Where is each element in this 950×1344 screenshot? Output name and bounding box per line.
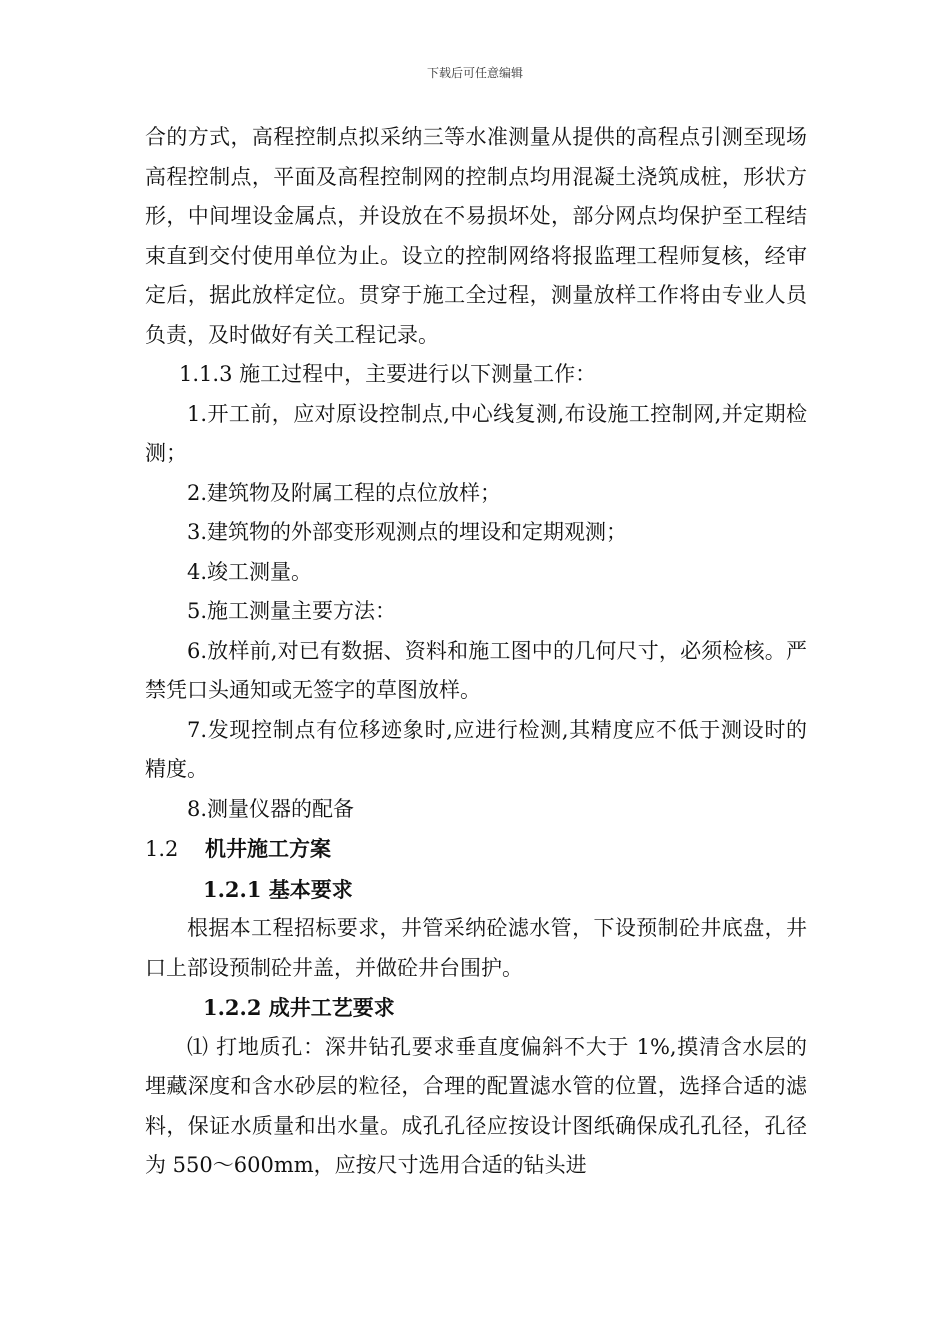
list-item-4: 4.竣工测量。 xyxy=(187,559,313,584)
paragraph-basic-requirements: 根据本工程招标要求，井管采纳砼滤水管，下设预制砼井底盘，井口上部设预制砼井盖，并做砼井台围护。 xyxy=(145,916,807,980)
document-body xyxy=(145,118,807,1186)
list-item-3: 3.建筑物的外部变形观测点的埋设和定期观测； xyxy=(187,520,628,544)
list-item-8: 8.测量仪器的配备 xyxy=(187,796,355,821)
section-heading-1-2 xyxy=(145,829,807,870)
subsection-heading-1-2-2: 1.2.2 成井工艺要求 xyxy=(203,995,395,1020)
section-number: 1.2 xyxy=(145,837,179,861)
section-title: 机井施工方案 xyxy=(205,836,331,861)
paragraph-1-1-3: 1.1.3 施工过程中，主要进行以下测量工作： xyxy=(179,362,597,386)
paragraph-control-network: 合的方式，高程控制点拟采纳三等水准测量从提供的高程点引测至现场高程控制点，平面及高程控制网的控制点均用混凝土浇筑成桩，形状方形，中间埋设金属点，并设放在不易损坏处，部分网点均保护至工程结束直到交付使用单位为止。设立的控制网络将报监理工程师复核，经审定后，据此放样定位。贯穿于施工全过程，测量放样工作将由专业人员负责，及时做好有关工程记录。 xyxy=(145,125,807,347)
paragraph-well-process: ⑴ 打地质孔：深井钻孔要求垂直度偏斜不大于 1%,摸清含水层的埋藏深度和含水砂层的粒径，合理的配置滤水管的位置，选择合适的滤料，保证水质量和出水量。成孔孔径应按设计图纸确保成孔孔径，孔径为 550～600mm，应按尺寸选用合适的钻头进 xyxy=(145,1034,807,1177)
subsection-heading-1-2-1: 1.2.1 基本要求 xyxy=(203,876,353,902)
page-header: 下载后可任意编辑 xyxy=(426,66,523,80)
list-item-5: 5.施工测量主要方法： xyxy=(187,599,397,623)
list-item-7: 7.发现控制点有位移迹象时,应进行检测,其精度应不低于测设时的精度。 xyxy=(145,717,807,781)
list-item-6: 6.放样前,对已有数据、资料和施工图中的几何尺寸，必须检核。严禁凭口头通知或无签字的草图放样。 xyxy=(145,638,807,702)
list-item-1: 1.开工前，应对原设控制点,中心线复测,布设施工控制网,并定期检测； xyxy=(145,401,807,465)
list-item-2: 2.建筑物及附属工程的点位放样； xyxy=(187,480,502,505)
